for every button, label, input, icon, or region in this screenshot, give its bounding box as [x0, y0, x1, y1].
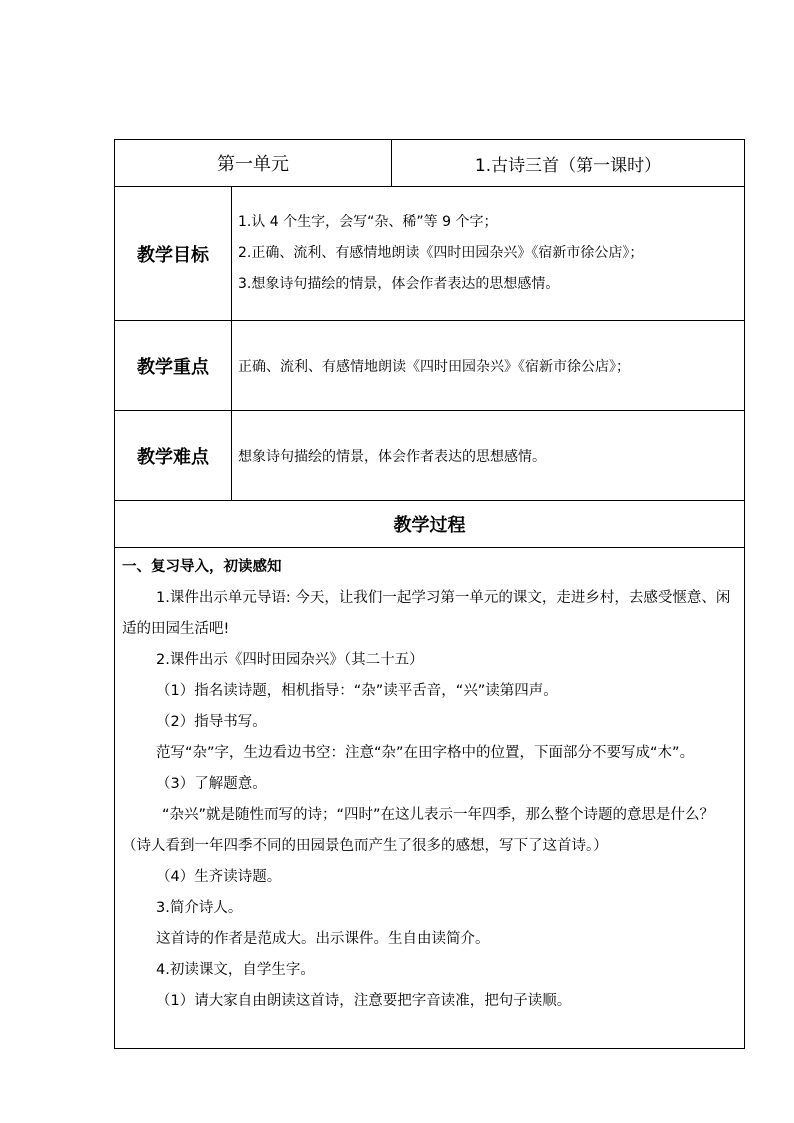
process-content	[115, 548, 745, 1049]
paragraph: （1）指名读诗题，相机指导：“杂”读平舌音，“兴”读第四声。	[156, 683, 558, 699]
goals-label: 教学目标	[115, 187, 232, 321]
paragraph: 4.初读课文，自学生字。	[156, 962, 315, 978]
goal-item: 1.认 4 个生字，会写“杂、稀”等 9 个字；	[238, 214, 498, 230]
goals-row	[115, 187, 745, 321]
difficulties-content: 想象诗句描绘的情景，体会作者表达的思想感情。	[232, 411, 745, 501]
goals-content	[232, 187, 745, 321]
key-points-label: 教学重点	[115, 321, 232, 411]
difficulties-label: 教学难点	[115, 411, 232, 501]
paragraph: 这首诗的作者是范成大。出示课件。生自由读简介。	[156, 931, 490, 947]
process-title: 教学过程	[115, 501, 745, 548]
paragraph: （4）生齐读诗题。	[156, 869, 282, 885]
paragraph: 3.简介诗人。	[156, 900, 243, 916]
paragraph: 范写“杂”字，生边看边书空：注意“杂”在田字格中的位置，下面部分不要写成“木”。	[156, 745, 695, 761]
goal-item: 3.想象诗句描绘的情景，体会作者表达的思想感情。	[238, 276, 560, 292]
paragraph: （2）指导书写。	[156, 714, 267, 730]
header-row	[115, 140, 745, 187]
paragraph: “杂兴”就是随性而写的诗；“四时”在这儿表示一年四季，那么整个诗题的意思是什么？（诗人看到一年四季不同的田园景色而产生了很多的感想，写下了这首诗。）	[122, 807, 715, 854]
key-points-row	[115, 321, 745, 411]
lesson-title: 1.古诗三首（第一课时）	[392, 140, 745, 187]
goal-item: 2.正确、流利、有感情地朗读《四时田园杂兴》《宿新市徐公店》；	[238, 245, 644, 261]
lesson-plan-table	[114, 139, 745, 1049]
unit-title: 第一单元	[115, 140, 392, 187]
difficulties-row	[115, 411, 745, 501]
paragraph: 2.课件出示《四时田园杂兴》（其二十五）	[156, 652, 424, 668]
paragraph: （1）请大家自由朗读这首诗，注意要把字音读准，把句子读顺。	[156, 993, 572, 1009]
paragraph: 1.课件出示单元导语: 今天，让我们一起学习第一单元的课文，走进乡村，去感受惬意、闲适的田园生活吧!	[122, 590, 731, 637]
process-header-row	[115, 501, 745, 548]
process-body-row	[115, 548, 745, 1049]
paragraph: （3）了解题意。	[156, 776, 267, 792]
key-points-content: 正确、流利、有感情地朗读《四时田园杂兴》《宿新市徐公店》；	[232, 321, 745, 411]
section-heading: 一、复习导入，初读感知	[122, 559, 282, 575]
